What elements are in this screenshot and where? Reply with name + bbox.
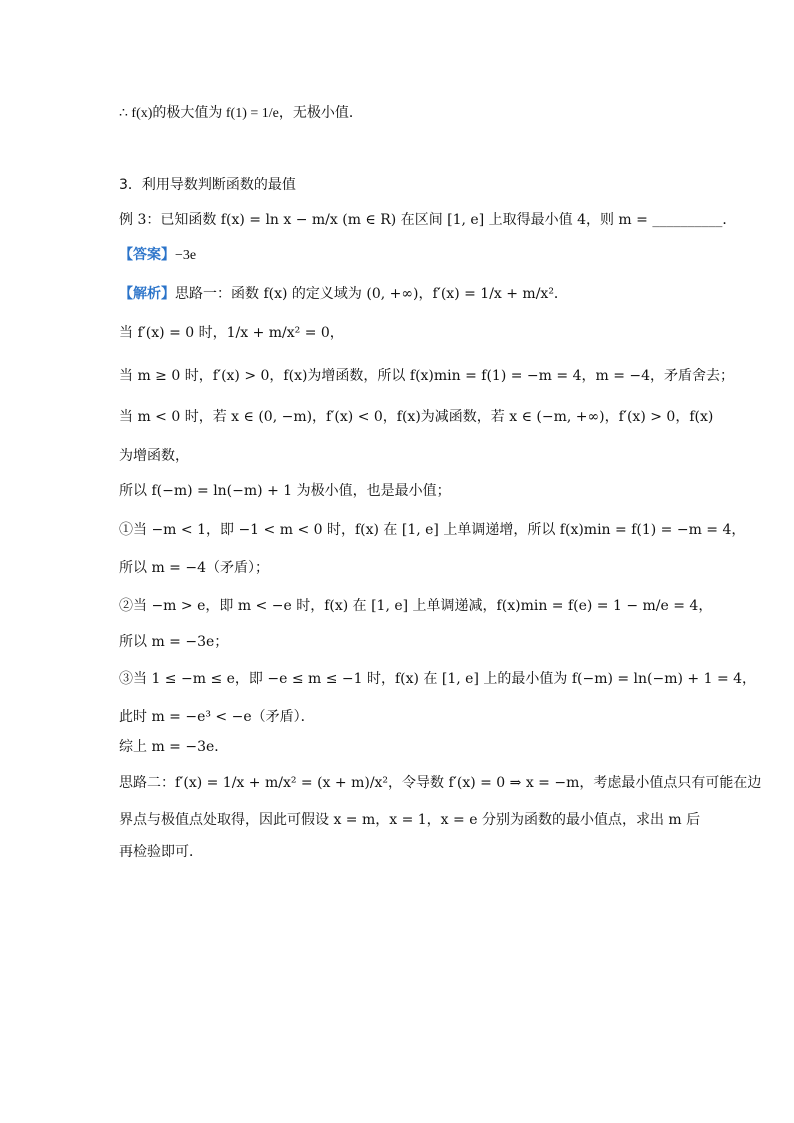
solution-line: 所以 m = −3e；: [119, 634, 229, 650]
solution-line: 当 f′(x) = 0 时，1/x + m/x² = 0，: [119, 325, 344, 341]
analysis-line: [119, 284, 684, 304]
example-question: 例 3：已知函数 f(x) = ln x − m/x (m ∈ R) 在区间 [1, e] 上取得最小值 4，则 m = __________．: [119, 212, 737, 228]
answer-line: [119, 245, 684, 266]
analysis-text: 思路一：函数 f(x) 的定义域为 (0, +∞)，f′(x) = 1/x + m/x²．: [175, 286, 568, 302]
solution-line: 当 m ≥ 0 时，f′(x) > 0，f(x)为增函数，所以 f(x)min = f(1) = −m = 4，m = −4，矛盾舍去；: [119, 368, 735, 384]
solution-line: 综上 m = −3e．: [119, 739, 229, 755]
solution-line: 为增函数，: [119, 448, 189, 464]
conclusion-line: ∴ f(x)的极大值为 f(1) = 1/e，无极小值．: [119, 106, 363, 121]
solution-line: ②当 −m > e，即 m < −e 时，f(x) 在 [1, e] 上单调递减，f(x)min = f(e) = 1 − m/e = 4，: [119, 598, 713, 614]
solution-line: 此时 m = −e³ < −e（矛盾）．: [119, 709, 315, 725]
solution-line: ①当 −m < 1，即 −1 < m < 0 时，f(x) 在 [1, e] 上单调递增，所以 f(x)min = f(1) = −m = 4，: [119, 522, 746, 538]
solution-line: 所以 f(−m) = ln(−m) + 1 为极小值，也是最小值；: [119, 483, 451, 499]
analysis-tag: 【解析】: [119, 286, 175, 302]
solution-line: 再检验即可．: [119, 844, 203, 860]
solution-line: 所以 m = −4（矛盾）；: [119, 560, 269, 576]
solution-line: 当 m < 0 时，若 x ∈ (0, −m)，f′(x) < 0，f(x)为减函数，若 x ∈ (−m, +∞)，f′(x) > 0，f(x): [119, 409, 714, 425]
answer-tag: 【答案】: [119, 247, 175, 263]
answer-value: −3e: [175, 248, 197, 263]
solution-line: 界点与极值点处取得，因此可假设 x = m，x = 1，x = e 分别为函数的最小值点，求出 m 后: [119, 812, 701, 828]
section-heading: 3．利用导数判断函数的最值: [119, 177, 296, 193]
solution-line: ③当 1 ≤ −m ≤ e，即 −e ≤ m ≤ −1 时，f(x) 在 [1, e] 上的最小值为 f(−m) = ln(−m) + 1 = 4，: [119, 671, 757, 687]
solution-line: 思路二：f′(x) = 1/x + m/x² = (x + m)/x²，令导数 f′(x) = 0 ⇒ x = −m，考虑最小值点只有可能在边: [119, 775, 762, 791]
